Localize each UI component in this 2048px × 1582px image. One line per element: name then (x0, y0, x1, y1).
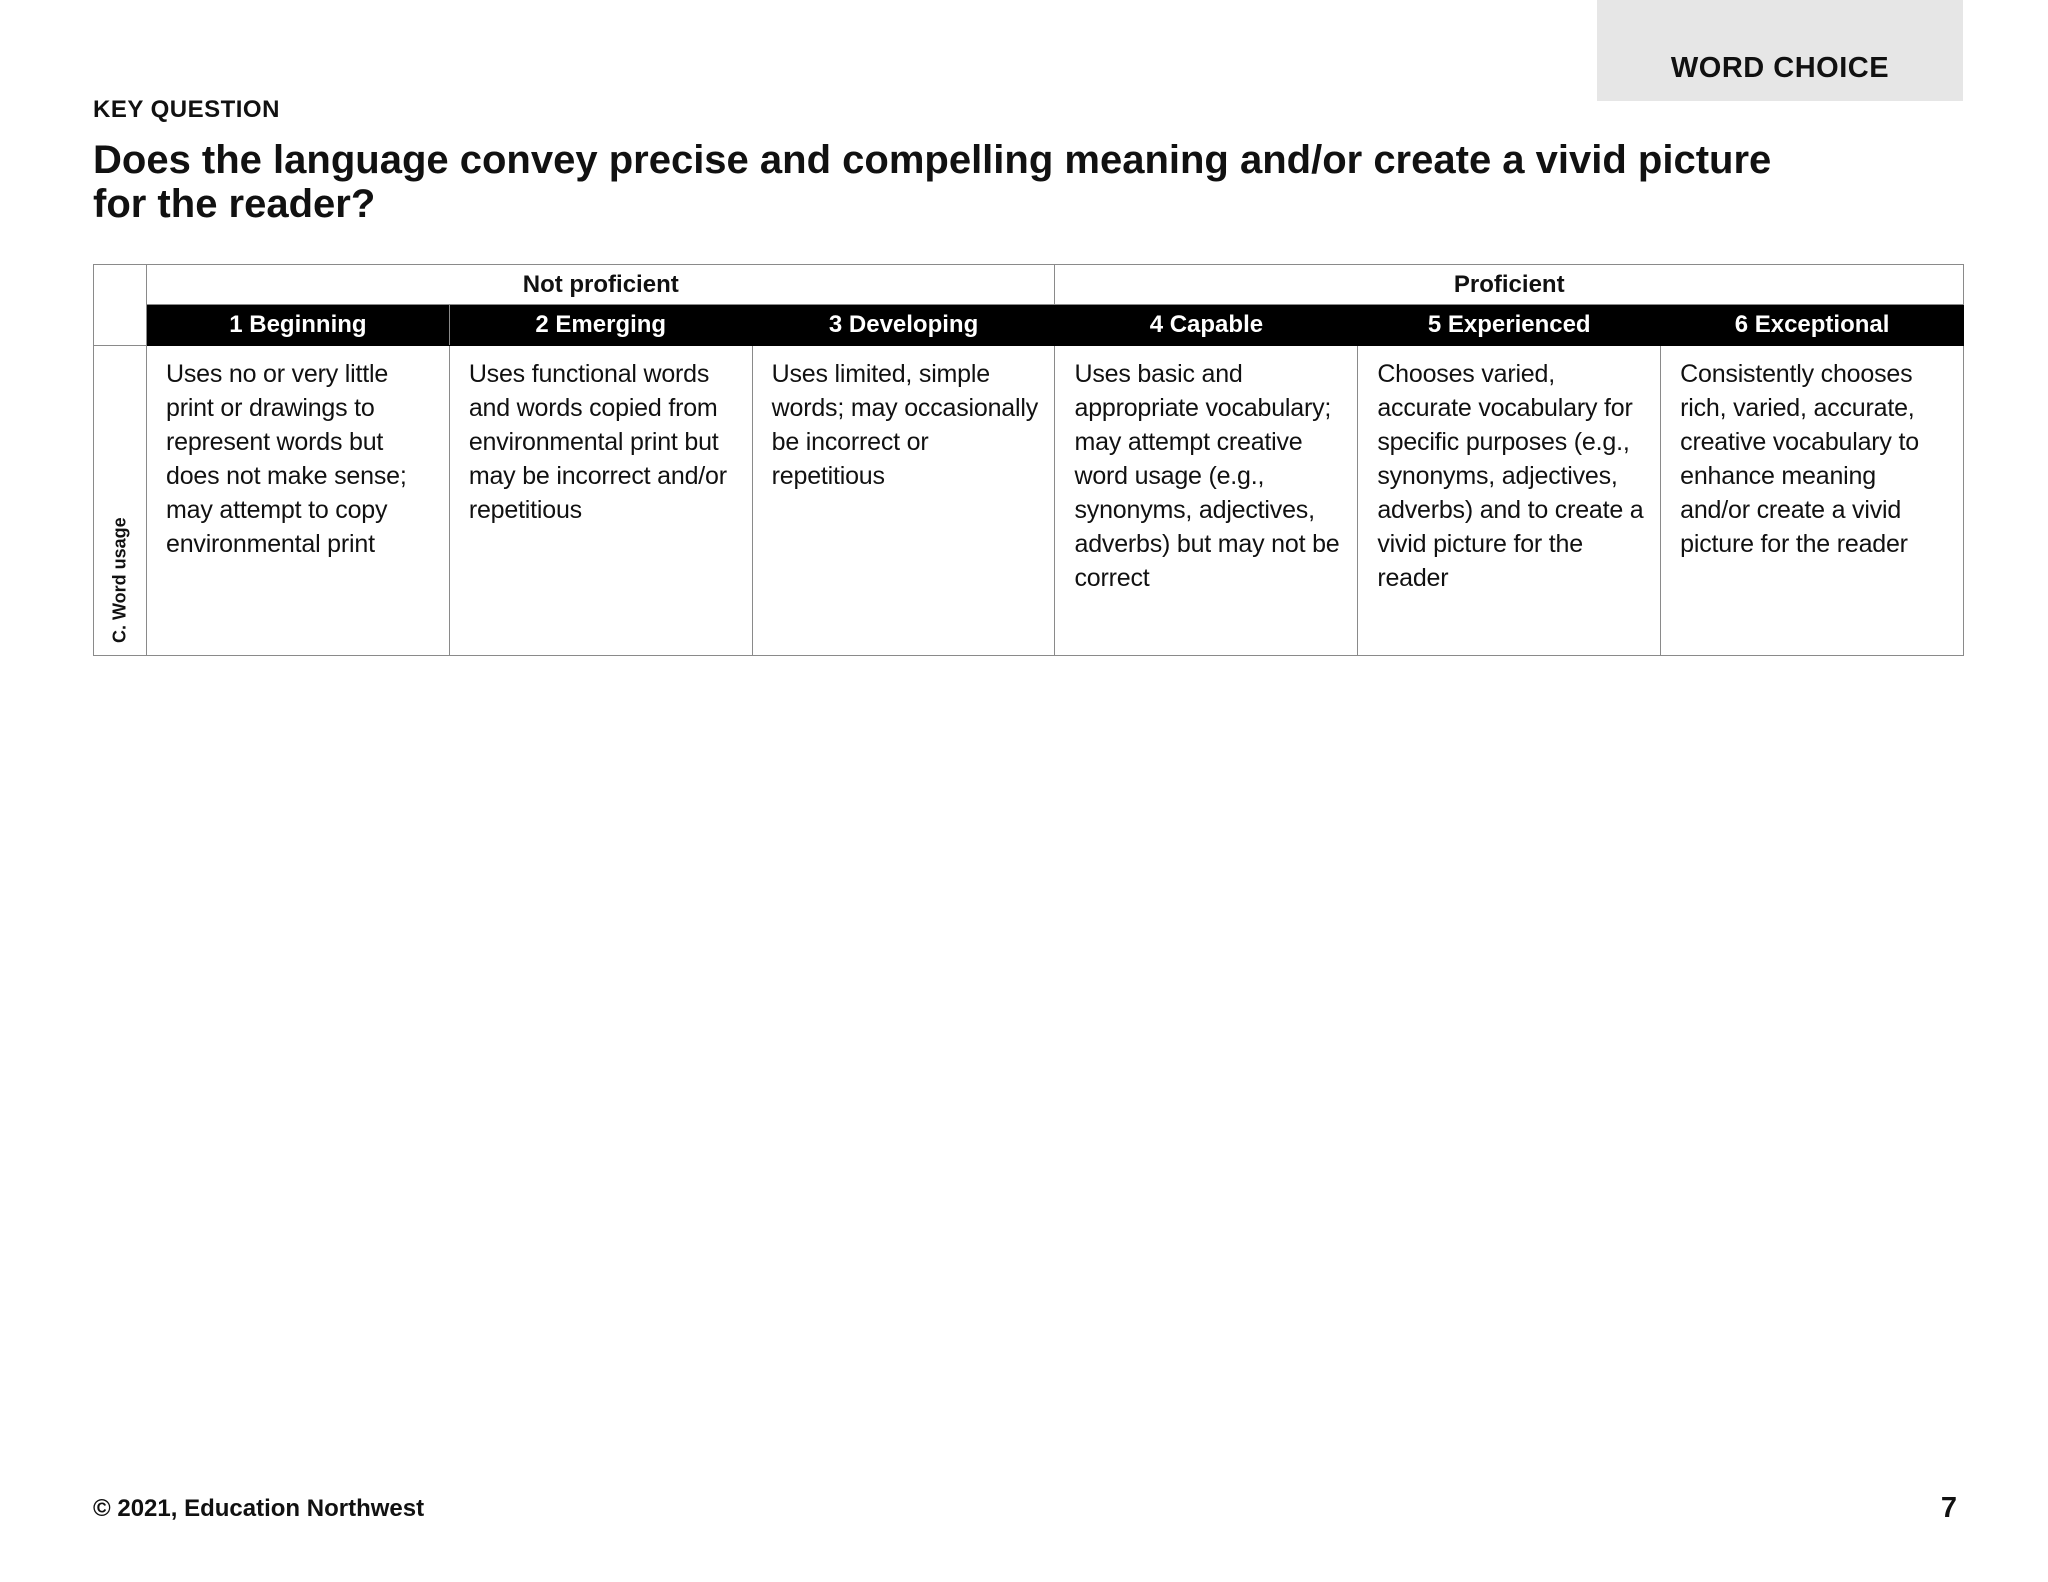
group-proficient: Proficient (1055, 265, 1964, 305)
section-tab (1597, 0, 1963, 101)
table-row (94, 346, 1964, 656)
group-not-proficient: Not proficient (147, 265, 1055, 305)
corner-cell (94, 265, 147, 346)
level-header-5: 5 Experienced (1358, 305, 1661, 346)
level-header-2: 2 Emerging (449, 305, 752, 346)
level-header-1: 1 Beginning (147, 305, 450, 346)
proficiency-group-row (94, 265, 1964, 305)
copyright-notice: © 2021, Education Northwest (93, 1495, 425, 1522)
row-label-cell (94, 346, 147, 656)
descriptor-level-6: Consistently chooses rich, varied, accurate, creative vocabulary to enhance meaning and/or create a vivid picture for the reader (1661, 346, 1964, 656)
descriptor-level-2: Uses functional words and words copied from environmental print but may be incorrect and/or repetitious (449, 346, 752, 656)
key-question-label: KEY QUESTION (93, 96, 280, 123)
key-question-heading: Does the language convey precise and compelling meaning and/or create a vivid picture for the reader? (93, 138, 1772, 226)
descriptor-level-5: Chooses varied, accurate vocabulary for specific purposes (e.g., synonyms, adjectives, adverbs) and to create a vivid picture for the reader (1358, 346, 1661, 656)
level-header-4: 4 Capable (1055, 305, 1358, 346)
descriptor-level-3: Uses limited, simple words; may occasionally be incorrect or repetitious (752, 346, 1055, 656)
level-header-6: 6 Exceptional (1661, 305, 1964, 346)
page-number: 7 (1940, 1492, 1957, 1524)
level-header-3: 3 Developing (752, 305, 1055, 346)
descriptor-level-1: Uses no or very little print or drawings to represent words but does not make sense; may attempt to copy environmental print (147, 346, 450, 656)
section-tab-label: WORD CHOICE (1670, 52, 1890, 84)
level-header-row (94, 305, 1964, 346)
row-label: C. Word usage (109, 517, 130, 643)
descriptor-level-4: Uses basic and appropriate vocabulary; may attempt creative word usage (e.g., synonyms, adjectives, adverbs) but may not be correct (1055, 346, 1358, 656)
rubric-table (93, 264, 1964, 656)
